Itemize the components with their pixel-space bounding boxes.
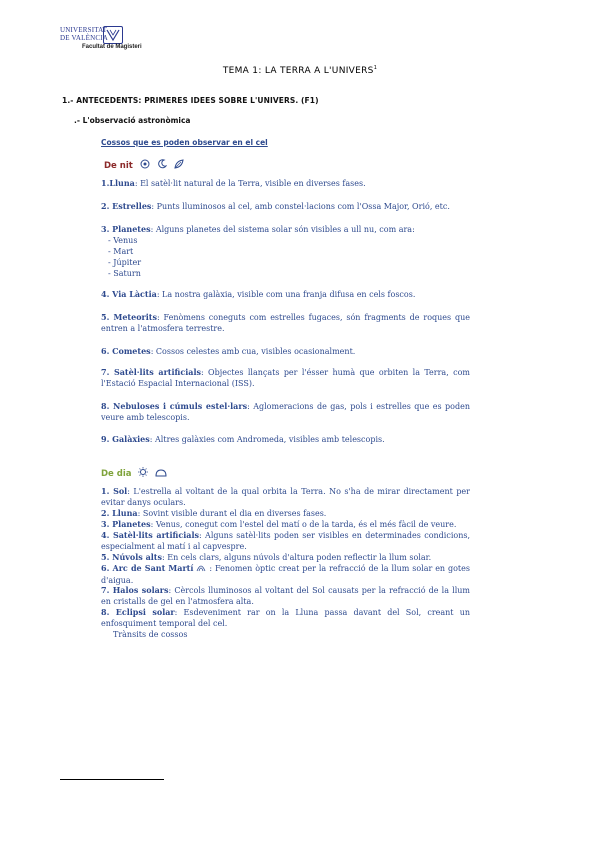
- night-section-label: De nit: [104, 159, 184, 172]
- planet-list: [108, 235, 477, 279]
- planet-item: - Venus: [108, 236, 138, 245]
- night-item-2: 2. Estrelles: Punts lluminosos al cel, amb constel·lacions com l'Ossa Major, Orió, etc.: [101, 201, 450, 211]
- planet-item: - Mart: [108, 247, 134, 256]
- planet-icon: [157, 159, 167, 172]
- day-item-7: 7. Halos solars: Cèrcols lluminosos al voltant del Sol causats per la refracció de la llum en cristalls de gel en l'atmosfera alta.: [101, 585, 470, 606]
- planet-item: - Saturn: [108, 269, 141, 278]
- section-heading: 1.- ANTECEDENTS: PRIMERES IDEES SOBRE L'UNIVERS. (F1): [62, 96, 319, 105]
- day-item-2: 2. Lluna: Sovint visible durant el dia en diverses fases.: [101, 508, 327, 518]
- day-item-6: 6. Arc de Sant Martí : Fenomen òptic creat per la refracció de la llum solar en gotes d'aigua.: [101, 563, 470, 585]
- subsection-heading: .- L'observació astronòmica: [74, 116, 191, 125]
- night-item-4: 4. Via Làctia: La nostra galàxia, visible com una franja difusa en cels foscos.: [101, 289, 416, 299]
- night-item-3: 3. Planetes: Alguns planetes del sistema solar són visibles a ull nu, com ara:: [101, 224, 415, 234]
- day-item-8: 8. Eclipsi solar: Esdeveniment rar on la Lluna passa davant del Sol, creant un enfosquiment temporal del cel.: [101, 607, 470, 628]
- footnote-separator: [60, 779, 164, 780]
- page-title: TEMA 1: LA TERRA A L'UNIVERS$^1$: [222, 65, 378, 76]
- day-item-3: 3. Planetes: Venus, conegut com l'estel del matí o de la tarda, és el més fàcil de veure.: [101, 519, 457, 529]
- night-item-8: 8. Nebuloses i cúmuls estel·lars: Aglomeracions de gas, pols i estrelles que es poden veure amb telescopis.: [101, 401, 470, 422]
- night-item-7: 7. Satèl·lits artificials: Objectes llançats per l'ésser humà que orbiten la Terra, com l'Estació Espacial Internacional (ISS).: [101, 367, 470, 388]
- day-item-5: 5. Núvols alts: En cels clars, alguns núvols d'altura poden reflectir la llum solar.: [101, 552, 432, 562]
- university-logo: [60, 26, 160, 52]
- night-item-1: 1.Lluna: El satèl·lit natural de la Terra, visible en diverses fases.: [101, 178, 366, 188]
- day-section-label: De dia: [101, 467, 167, 480]
- footnote-marker: 1: [373, 65, 378, 71]
- day-item-4: 4. Satèl·lits artificials: Alguns satèl·lits poden ser visibles en determinades condicions, especialment al matí i al capvespre.: [101, 530, 471, 551]
- day-item-1: 1. Sol: L'estrella al voltant de la qual orbita la Terra. No s'ha de mirar directament per evitar danys oculars.: [101, 486, 470, 507]
- night-item-9: 9. Galàxies: Altres galàxies com Andromeda, visibles amb telescopis.: [101, 434, 385, 444]
- day-extra: Trànsits de cossos: [113, 630, 188, 639]
- university-emblem-icon: [103, 26, 123, 44]
- logo-line-2: DE VALÈNCIA: [60, 34, 109, 42]
- planet-item: - Júpiter: [108, 258, 142, 267]
- sun-icon: [138, 467, 148, 480]
- logo-line-3: Facultat de Magisteri: [82, 44, 142, 50]
- leaf-icon: [174, 159, 184, 172]
- rainbow-icon: [196, 563, 206, 575]
- moon-icon: [140, 159, 150, 172]
- night-item-6: 6. Cometes: Cossos celestes amb cua, visibles ocasionalment.: [101, 346, 356, 356]
- cloud-icon: [155, 467, 167, 480]
- night-item-5: 5. Meteorits: Fenòmens coneguts com estrelles fugaces, són fragments de roques que entren a l'atmosfera terrestre.: [101, 312, 471, 333]
- bodies-link[interactable]: Cossos que es poden observar en el cel: [101, 138, 268, 147]
- logo-line-1: UNIVERSITAT: [60, 26, 108, 34]
